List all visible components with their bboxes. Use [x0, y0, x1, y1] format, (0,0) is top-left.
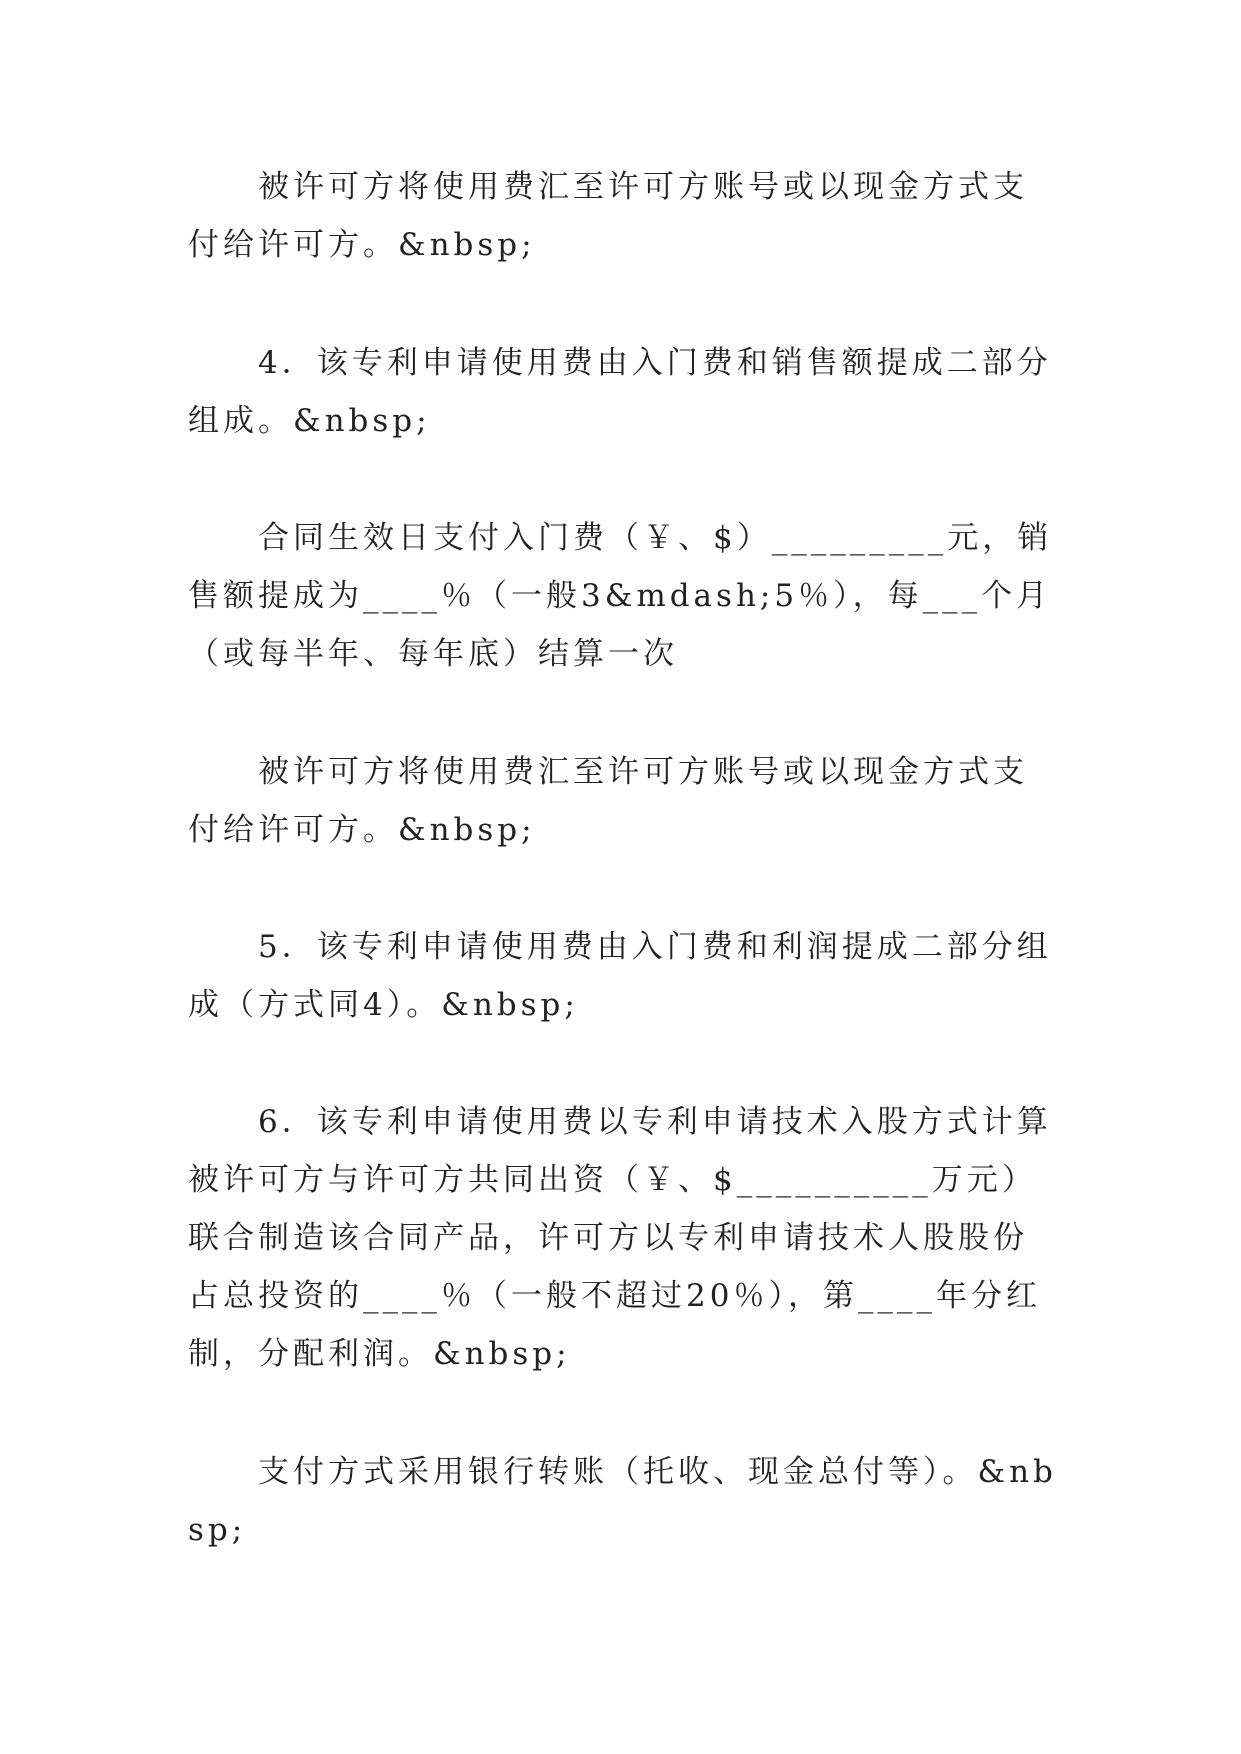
paragraph-payment-method-2: 被许可方将使用费汇至许可方账号或以现金方式支付给许可方。&nbsp; [188, 754, 1028, 848]
paragraph-clause-5: 5．该专利申请使用费由入门费和利润提成二部分组成（方式同4）。&nbsp; [188, 929, 1052, 1023]
paragraph-clause-4: 4．该专利申请使用费由入门费和销售额提成二部分组成。&nbsp; [188, 345, 1052, 439]
paragraph-entry-fee: 合同生效日支付入门费（￥、$）_________元，销售额提成为____％（一般3&mdash;5％），每___个月（或每半年、每年底）结算一次 [188, 520, 1053, 672]
paragraph-clause-6: 6．该专利申请使用费以专利申请技术入股方式计算被许可方与许可方共同出资（￥、$__________万元）联合制造该合同产品，许可方以专利申请技术人股股份占总投资的____％（一般不超过20％），第____年分红制，分配利润。&nbsp; [188, 1104, 1052, 1372]
paragraph-payment-method-1: 被许可方将使用费汇至许可方账号或以现金方式支付给许可方。&nbsp; [188, 169, 1028, 263]
paragraph-bank-transfer: 支付方式采用银行转账（托收、现金总付等）。&nbsp; [188, 1454, 1057, 1548]
